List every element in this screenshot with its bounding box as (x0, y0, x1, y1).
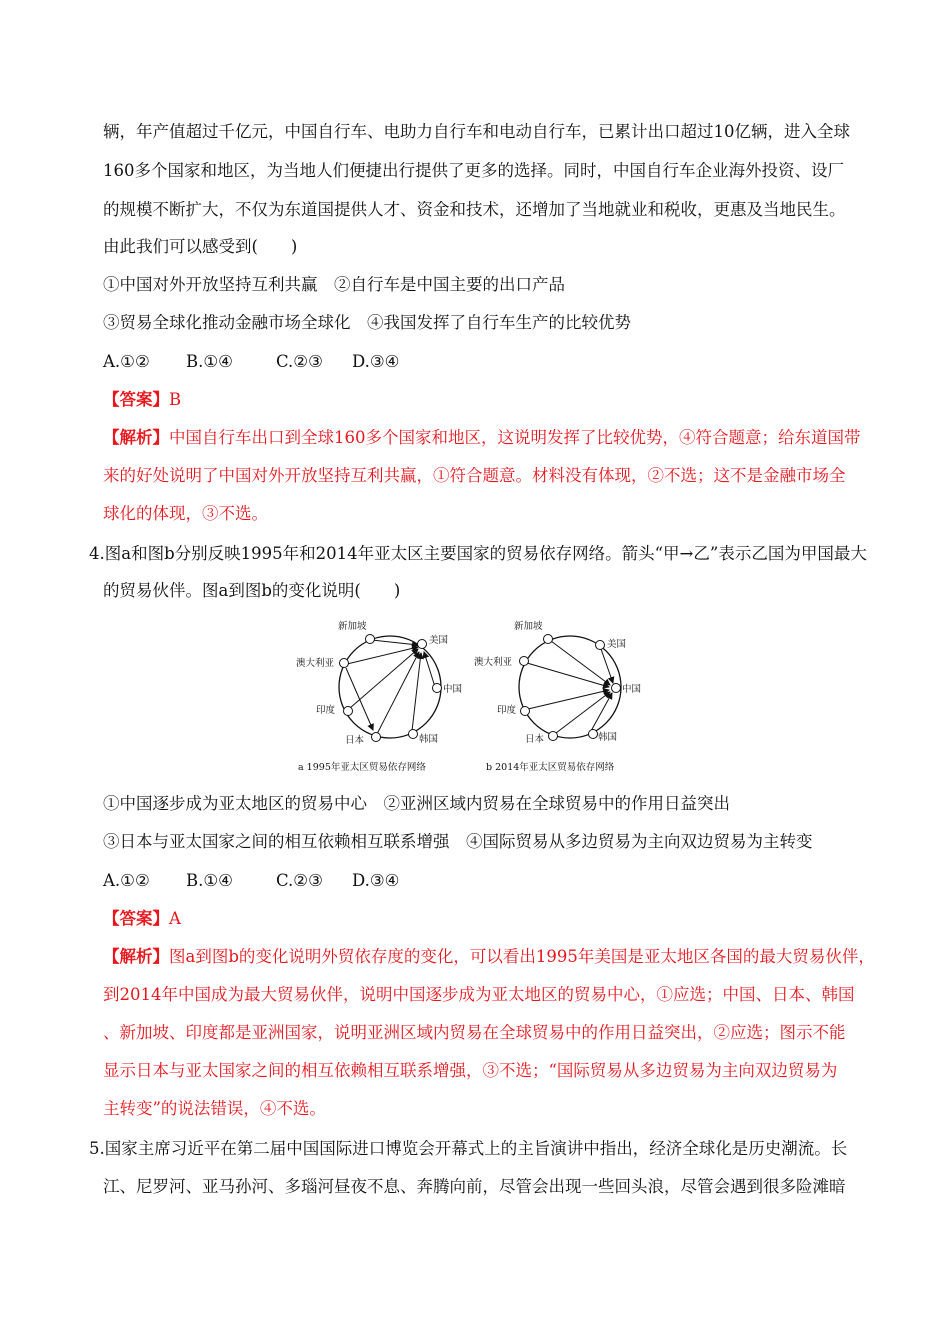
q3-text-line-4: 由此我们可以感受到( ) (103, 237, 298, 256)
q3-answer (103, 389, 181, 411)
node-b-korea (589, 730, 598, 739)
caption-b: b 2014年亚太区贸易依存网络 (486, 762, 615, 773)
q3-choice-d: D.③④ (352, 352, 400, 371)
q3-text-line-3: 的规模不断扩大，不仅为东道国提供人才、资金和技术，还增加了当地就业和税收，更惠及当地民生。 (103, 200, 846, 219)
q4-answer-value: A (169, 909, 181, 928)
q3-choice-c: C.②③ (276, 352, 323, 371)
node-a-singapore (366, 635, 375, 644)
q4-text-line-1: 4.图a和图b分别反映1995年和2014年亚太区主要国家的贸易依存网络。箭头“甲→乙”表示乙国为甲国最大 (89, 544, 867, 563)
node-a-usa (418, 640, 427, 649)
q3-analysis-line-3: 球化的体现，③不选。 (103, 504, 268, 523)
node-b-india (521, 707, 530, 716)
q4-option-line-2: ③日本与亚太国家之间的相互依赖相互联系增强 ④国际贸易从多边贸易为主向双边贸易为主转变 (103, 832, 813, 851)
q3-option-line-2: ③贸易全球化推动金融市场全球化 ④我国发挥了自行车生产的比较优势 (103, 313, 631, 332)
q3-analysis-line-1 (103, 427, 861, 449)
network-diagram-a (296, 620, 462, 746)
label-b-china: 中国 (622, 684, 642, 695)
q4-choice-c: C.②③ (276, 871, 323, 890)
label-b-japan: 日本 (525, 734, 545, 745)
label-a-usa: 美国 (429, 635, 449, 646)
caption-a: a 1995年亚太区贸易依存网络 (298, 762, 426, 773)
q4-analysis-line-4: 显示日本与亚太国家之间的相互依赖相互联系增强，③不选；“国际贸易从多边贸易为主向双边贸易为 (103, 1061, 838, 1080)
q4-choice-d: D.③④ (352, 871, 400, 890)
q3-text-line-1: 辆，年产值超过千亿元，中国自行车、电助力自行车和电动自行车，已累计出口超过10亿辆，进入全球 (103, 122, 850, 141)
node-b-china (612, 684, 621, 693)
label-a-china: 中国 (443, 684, 463, 695)
q5-text-line-2: 江、尼罗河、亚马孙河、多瑙河昼夜不息、奔腾向前，尽管会出现一些回头浪，尽管会遇到很多险滩暗 (103, 1177, 846, 1196)
q4-analysis-line-2: 到2014年中国成为最大贸易伙伴，说明中国逐步成为亚太地区的贸易中心，①应选；中国、日本、韩国 (103, 985, 855, 1004)
label-b-usa: 美国 (607, 639, 627, 650)
q4-answer-label: 【答案】 (103, 909, 169, 928)
q3-answer-label: 【答案】 (103, 390, 169, 409)
label-b-korea: 韩国 (598, 732, 618, 743)
label-a-australia: 澳大利亚 (296, 658, 335, 669)
node-a-japan (372, 733, 381, 742)
q3-analysis-line-2: 来的好处说明了中国对外开放坚持互利共赢，①符合题意。材料没有体现，②不选；这不是金融市场全 (103, 466, 846, 485)
q3-option-line-1: ①中国对外开放坚持互利共赢 ②自行车是中国主要的出口产品 (103, 275, 565, 294)
node-b-australia (520, 657, 529, 666)
q4-analysis-line-5: 主转变”的说法错误，④不选。 (103, 1099, 326, 1118)
q3-answer-value: B (169, 390, 182, 409)
trade-network-figure (290, 612, 670, 782)
label-b-singapore: 新加坡 (514, 621, 543, 632)
q5-text-line-1: 5.国家主席习近平在第二届中国国际进口博览会开幕式上的主旨演讲中指出，经济全球化是历史潮流。长 (89, 1139, 848, 1158)
label-b-australia: 澳大利亚 (474, 657, 513, 668)
label-a-india: 印度 (316, 705, 336, 716)
q3-text-line-2: 160多个国家和地区，为当地人们便捷出行提供了更多的选择。同时，中国自行车企业海外投资、设厂 (103, 161, 844, 180)
q4-text-line-2: 的贸易伙伴。图a到图b的变化说明( ) (103, 581, 401, 600)
node-b-singapore (544, 635, 553, 644)
label-a-singapore: 新加坡 (338, 621, 367, 632)
q4-analysis-line-1 (103, 946, 875, 968)
node-a-korea (409, 730, 418, 739)
node-b-usa (596, 641, 605, 650)
q3-analysis-label: 【解析】 (103, 428, 169, 447)
q4-analysis-label: 【解析】 (103, 947, 169, 966)
q4-choice-a: A.①② (103, 871, 150, 890)
network-diagram-b (474, 620, 641, 745)
label-b-india: 印度 (497, 705, 517, 716)
label-a-korea: 韩国 (419, 734, 439, 745)
node-a-india (344, 707, 353, 716)
q4-option-line-1: ①中国逐步成为亚太地区的贸易中心 ②亚洲区域内贸易在全球贸易中的作用日益突出 (103, 794, 730, 813)
node-a-china (433, 684, 442, 693)
q3-choice-b: B.①④ (186, 352, 233, 371)
q4-analysis-text-1: 图a到图b的变化说明外贸依存度的变化，可以看出1995年美国是亚太地区各国的最大贸易伙伴， (169, 947, 875, 966)
label-a-japan: 日本 (345, 735, 365, 746)
q4-answer (103, 908, 181, 930)
q4-analysis-line-3: 、新加坡、印度都是亚洲国家，说明亚洲区域内贸易在全球贸易中的作用日益突出，②应选；图示不能 (103, 1023, 846, 1042)
q4-choice-b: B.①④ (186, 871, 233, 890)
node-b-japan (549, 732, 558, 741)
q3-analysis-text-1: 中国自行车出口到全球160多个国家和地区，这说明发挥了比较优势，④符合题意；给东道国带 (169, 428, 861, 447)
q3-choice-a: A.①② (103, 352, 150, 371)
node-a-australia (340, 659, 349, 668)
